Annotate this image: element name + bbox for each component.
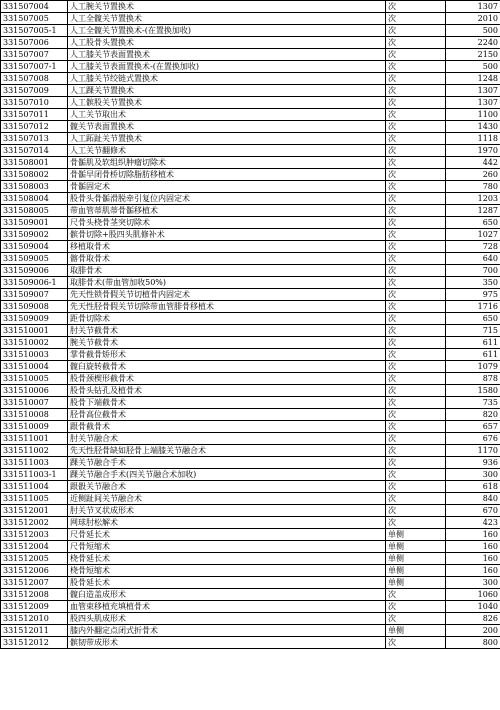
unit-cell: 次 — [386, 277, 446, 289]
item-name-cell: 距骨切除术 — [68, 313, 386, 325]
unit-cell: 次 — [386, 265, 446, 277]
unit-cell: 次 — [386, 217, 446, 229]
table-row — [1, 553, 500, 565]
unit-cell: 次 — [386, 361, 446, 373]
table-row — [1, 577, 500, 589]
table-row — [1, 73, 500, 85]
unit-cell: 次 — [386, 145, 446, 157]
unit-cell: 次 — [386, 205, 446, 217]
item-name-cell: 股骨头骨骺滑脱牵引复位内固定术 — [68, 193, 386, 205]
item-code-cell: 331509002 — [1, 229, 68, 241]
item-name-cell: 人工腕关节置换术 — [68, 1, 386, 13]
item-code-cell: 331507010 — [1, 97, 68, 109]
item-code-cell: 331508001 — [1, 157, 68, 169]
unit-cell: 次 — [386, 325, 446, 337]
price-cell: 1716 — [446, 301, 500, 313]
item-code-cell: 331512010 — [1, 613, 68, 625]
item-name-cell: 骨骺早闭骨桥切除脂肪移植术 — [68, 169, 386, 181]
unit-cell: 次 — [386, 613, 446, 625]
price-cell: 1100 — [446, 109, 500, 121]
item-name-cell: 尺骨延长术 — [68, 529, 386, 541]
unit-cell: 单侧 — [386, 553, 446, 565]
price-cell: 735 — [446, 397, 500, 409]
price-cell: 423 — [446, 517, 500, 529]
table-body — [1, 1, 500, 649]
item-code-cell: 331510008 — [1, 409, 68, 421]
item-name-cell: 股四头肌成形术 — [68, 613, 386, 625]
price-cell: 350 — [446, 277, 500, 289]
item-name-cell: 髂骨取骨术 — [68, 253, 386, 265]
table-row — [1, 169, 500, 181]
unit-cell: 单侧 — [386, 541, 446, 553]
item-name-cell: 带血管蒂肌蒂骨骺移植术 — [68, 205, 386, 217]
table-row — [1, 109, 500, 121]
item-name-cell: 骨骺固定术 — [68, 181, 386, 193]
price-cell: 1430 — [446, 121, 500, 133]
item-code-cell: 331507012 — [1, 121, 68, 133]
item-name-cell: 人工膝关节表面置换术 — [68, 49, 386, 61]
unit-cell: 单侧 — [386, 577, 446, 589]
item-name-cell: 尺骨短缩术 — [68, 541, 386, 553]
item-name-cell: 掌骨截骨矫形术 — [68, 349, 386, 361]
unit-cell: 次 — [386, 445, 446, 457]
table-row — [1, 229, 500, 241]
item-name-cell: 踝关节融合手术(四关节融合术加收) — [68, 469, 386, 481]
table-row — [1, 289, 500, 301]
price-cell: 300 — [446, 469, 500, 481]
item-code-cell: 331512008 — [1, 589, 68, 601]
table-row — [1, 517, 500, 529]
table-row — [1, 565, 500, 577]
item-name-cell: 先天性胫骨缺如胫骨上端膝关节融合术 — [68, 445, 386, 457]
table-row — [1, 157, 500, 169]
unit-cell: 次 — [386, 25, 446, 37]
unit-cell: 次 — [386, 181, 446, 193]
unit-cell: 次 — [386, 517, 446, 529]
unit-cell: 单侧 — [386, 565, 446, 577]
unit-cell: 次 — [386, 433, 446, 445]
item-code-cell: 331512001 — [1, 505, 68, 517]
item-code-cell: 331511001 — [1, 433, 68, 445]
item-name-cell: 桡骨短缩术 — [68, 565, 386, 577]
item-name-cell: 腕关节截骨术 — [68, 337, 386, 349]
item-name-cell: 髋臼造盖成形术 — [68, 589, 386, 601]
price-cell: 618 — [446, 481, 500, 493]
item-code-cell: 331510007 — [1, 397, 68, 409]
price-cell: 160 — [446, 541, 500, 553]
item-code-cell: 331510004 — [1, 361, 68, 373]
item-name-cell: 先天性胫骨假关节切除带血管腓骨移植术 — [68, 301, 386, 313]
price-cell: 500 — [446, 61, 500, 73]
unit-cell: 次 — [386, 373, 446, 385]
price-cell: 1970 — [446, 145, 500, 157]
item-code-cell: 331512011 — [1, 625, 68, 637]
item-name-cell: 先天性锁骨假关节切植骨内固定术 — [68, 289, 386, 301]
item-code-cell: 331510002 — [1, 337, 68, 349]
price-cell: 728 — [446, 241, 500, 253]
unit-cell: 次 — [386, 133, 446, 145]
table-row — [1, 481, 500, 493]
table-row — [1, 145, 500, 157]
item-name-cell: 髋关节表面置换术 — [68, 121, 386, 133]
price-cell: 1027 — [446, 229, 500, 241]
price-cell: 936 — [446, 457, 500, 469]
item-code-cell: 331511004 — [1, 481, 68, 493]
item-code-cell: 331507008 — [1, 73, 68, 85]
table-row — [1, 625, 500, 637]
item-code-cell: 331509007 — [1, 289, 68, 301]
unit-cell: 单侧 — [386, 529, 446, 541]
unit-cell: 次 — [386, 97, 446, 109]
table-row — [1, 301, 500, 313]
table-row — [1, 253, 500, 265]
item-name-cell: 人工关节取出术 — [68, 109, 386, 121]
item-code-cell: 331507006 — [1, 37, 68, 49]
item-name-cell: 人工踝关节置换术 — [68, 85, 386, 97]
item-name-cell: 肘关节截骨术 — [68, 325, 386, 337]
item-name-cell: 胫骨高位截骨术 — [68, 409, 386, 421]
price-cell: 878 — [446, 373, 500, 385]
unit-cell: 次 — [386, 397, 446, 409]
item-code-cell: 331507009 — [1, 85, 68, 97]
item-code-cell: 331511003 — [1, 457, 68, 469]
table-row — [1, 277, 500, 289]
item-name-cell: 人工膝关节表面置换术-(在置换加收) — [68, 61, 386, 73]
price-cell: 160 — [446, 565, 500, 577]
table-row — [1, 325, 500, 337]
item-name-cell: 膝内外翻定点闭式折骨术 — [68, 625, 386, 637]
item-code-cell: 331511005 — [1, 493, 68, 505]
item-code-cell: 331507011 — [1, 109, 68, 121]
item-name-cell: 髌韧带成形术 — [68, 637, 386, 649]
price-cell: 2240 — [446, 37, 500, 49]
item-name-cell: 肘关节叉状成形术 — [68, 505, 386, 517]
item-name-cell: 踝关节融合手术 — [68, 457, 386, 469]
price-cell: 1248 — [446, 73, 500, 85]
item-code-cell: 331507005-1 — [1, 25, 68, 37]
item-code-cell: 331510006 — [1, 385, 68, 397]
unit-cell: 次 — [386, 73, 446, 85]
table-row — [1, 313, 500, 325]
item-code-cell: 331512012 — [1, 637, 68, 649]
item-code-cell: 331507004 — [1, 1, 68, 13]
price-cell: 1307 — [446, 1, 500, 13]
price-cell: 676 — [446, 433, 500, 445]
unit-cell: 次 — [386, 301, 446, 313]
unit-cell: 次 — [386, 109, 446, 121]
unit-cell: 次 — [386, 37, 446, 49]
table-row — [1, 37, 500, 49]
unit-cell: 次 — [386, 409, 446, 421]
table-row — [1, 97, 500, 109]
item-name-cell: 近侧趾间关节融合术 — [68, 493, 386, 505]
item-code-cell: 331510005 — [1, 373, 68, 385]
item-name-cell: 骨骺肌及软组织肿瘤切除术 — [68, 157, 386, 169]
item-code-cell: 331512003 — [1, 529, 68, 541]
table-row — [1, 589, 500, 601]
item-code-cell: 331509008 — [1, 301, 68, 313]
table-row — [1, 61, 500, 73]
price-cell: 1170 — [446, 445, 500, 457]
unit-cell: 次 — [386, 169, 446, 181]
table-row — [1, 265, 500, 277]
price-cell: 1203 — [446, 193, 500, 205]
item-code-cell: 331512007 — [1, 577, 68, 589]
unit-cell: 次 — [386, 121, 446, 133]
price-cell: 715 — [446, 325, 500, 337]
price-cell: 840 — [446, 493, 500, 505]
unit-cell: 次 — [386, 505, 446, 517]
price-cell: 1580 — [446, 385, 500, 397]
unit-cell: 次 — [386, 469, 446, 481]
table-row — [1, 385, 500, 397]
unit-cell: 次 — [386, 493, 446, 505]
table-row — [1, 505, 500, 517]
price-cell: 160 — [446, 529, 500, 541]
unit-cell: 次 — [386, 1, 446, 13]
table-row — [1, 373, 500, 385]
unit-cell: 次 — [386, 349, 446, 361]
unit-cell: 次 — [386, 241, 446, 253]
unit-cell: 次 — [386, 385, 446, 397]
table-row — [1, 241, 500, 253]
price-cell: 650 — [446, 217, 500, 229]
item-code-cell: 331507007-1 — [1, 61, 68, 73]
table-row — [1, 421, 500, 433]
unit-cell: 次 — [386, 193, 446, 205]
table-row — [1, 445, 500, 457]
price-cell: 1307 — [446, 97, 500, 109]
price-cell: 1118 — [446, 133, 500, 145]
item-code-cell: 331507014 — [1, 145, 68, 157]
price-cell: 300 — [446, 577, 500, 589]
table-row — [1, 637, 500, 649]
unit-cell: 次 — [386, 421, 446, 433]
item-code-cell: 331509004 — [1, 241, 68, 253]
table-row — [1, 613, 500, 625]
item-code-cell: 331508004 — [1, 193, 68, 205]
price-cell: 650 — [446, 313, 500, 325]
price-cell: 611 — [446, 337, 500, 349]
table-row — [1, 181, 500, 193]
item-name-cell: 人工关节翻修术 — [68, 145, 386, 157]
item-code-cell: 331511003-1 — [1, 469, 68, 481]
unit-cell: 次 — [386, 457, 446, 469]
item-name-cell: 股骨颈楔形截骨术 — [68, 373, 386, 385]
unit-cell: 次 — [386, 589, 446, 601]
table-row — [1, 205, 500, 217]
table-row — [1, 529, 500, 541]
item-code-cell: 331510009 — [1, 421, 68, 433]
price-cell: 2010 — [446, 13, 500, 25]
item-name-cell: 人工跖趾关节置换术 — [68, 133, 386, 145]
table-row — [1, 337, 500, 349]
unit-cell: 次 — [386, 481, 446, 493]
price-cell: 800 — [446, 637, 500, 649]
item-code-cell: 331509001 — [1, 217, 68, 229]
table-row — [1, 493, 500, 505]
item-name-cell: 血管束移植充填植骨术 — [68, 601, 386, 613]
price-cell: 640 — [446, 253, 500, 265]
table-row — [1, 349, 500, 361]
price-cell: 1040 — [446, 601, 500, 613]
item-name-cell: 股骨下端截骨术 — [68, 397, 386, 409]
item-code-cell: 331508005 — [1, 205, 68, 217]
price-cell: 500 — [446, 25, 500, 37]
price-cell: 2150 — [446, 49, 500, 61]
unit-cell: 次 — [386, 313, 446, 325]
price-cell: 820 — [446, 409, 500, 421]
table-row — [1, 433, 500, 445]
item-code-cell: 331509006 — [1, 265, 68, 277]
item-code-cell: 331510001 — [1, 325, 68, 337]
price-cell: 657 — [446, 421, 500, 433]
unit-cell: 次 — [386, 13, 446, 25]
table-row — [1, 409, 500, 421]
table-row — [1, 217, 500, 229]
item-code-cell: 331507013 — [1, 133, 68, 145]
unit-cell: 次 — [386, 253, 446, 265]
item-code-cell: 331507005 — [1, 13, 68, 25]
unit-cell: 单侧 — [386, 625, 446, 637]
table-row — [1, 601, 500, 613]
price-cell: 611 — [446, 349, 500, 361]
item-name-cell: 股骨延长术 — [68, 577, 386, 589]
price-cell: 1287 — [446, 205, 500, 217]
item-name-cell: 肘关节融合术 — [68, 433, 386, 445]
unit-cell: 次 — [386, 601, 446, 613]
unit-cell: 次 — [386, 49, 446, 61]
table-row — [1, 193, 500, 205]
item-name-cell: 跟骨截骨术 — [68, 421, 386, 433]
item-name-cell: 跟骰关节融合术 — [68, 481, 386, 493]
item-code-cell: 331512005 — [1, 553, 68, 565]
price-cell: 1307 — [446, 85, 500, 97]
item-code-cell: 331508003 — [1, 181, 68, 193]
price-cell: 780 — [446, 181, 500, 193]
price-cell: 670 — [446, 505, 500, 517]
unit-cell: 次 — [386, 637, 446, 649]
unit-cell: 次 — [386, 229, 446, 241]
price-cell: 975 — [446, 289, 500, 301]
item-name-cell: 移植取骨术 — [68, 241, 386, 253]
table-row — [1, 25, 500, 37]
item-code-cell: 331509006-1 — [1, 277, 68, 289]
table-row — [1, 133, 500, 145]
unit-cell: 次 — [386, 157, 446, 169]
item-name-cell: 取腓骨术 — [68, 265, 386, 277]
table-row — [1, 541, 500, 553]
table-row — [1, 121, 500, 133]
item-name-cell: 股骨头钻孔及植骨术 — [68, 385, 386, 397]
item-name-cell: 人工股骨头置换术 — [68, 37, 386, 49]
item-code-cell: 331510003 — [1, 349, 68, 361]
unit-cell: 次 — [386, 85, 446, 97]
price-cell: 442 — [446, 157, 500, 169]
table-row — [1, 85, 500, 97]
item-code-cell: 331512004 — [1, 541, 68, 553]
item-name-cell: 人工髌股关节置换术 — [68, 97, 386, 109]
item-code-cell: 331507007 — [1, 49, 68, 61]
price-cell: 160 — [446, 553, 500, 565]
item-name-cell: 网球肘松解术 — [68, 517, 386, 529]
item-name-cell: 髋臼旋转截骨术 — [68, 361, 386, 373]
item-name-cell: 人工全髋关节置换术-(在置换加收) — [68, 25, 386, 37]
table-row — [1, 49, 500, 61]
table-row — [1, 457, 500, 469]
table-row — [1, 13, 500, 25]
item-name-cell: 桡骨延长术 — [68, 553, 386, 565]
table-row — [1, 361, 500, 373]
price-cell: 1060 — [446, 589, 500, 601]
unit-cell: 次 — [386, 61, 446, 73]
price-cell: 200 — [446, 625, 500, 637]
price-cell: 700 — [446, 265, 500, 277]
price-cell: 260 — [446, 169, 500, 181]
item-code-cell: 331512002 — [1, 517, 68, 529]
item-name-cell: 取腓骨术(带血管加收50%) — [68, 277, 386, 289]
price-cell: 826 — [446, 613, 500, 625]
table-row — [1, 469, 500, 481]
item-code-cell: 331509005 — [1, 253, 68, 265]
item-name-cell: 人工全髋关节置换术 — [68, 13, 386, 25]
item-code-cell: 331511002 — [1, 445, 68, 457]
item-code-cell: 331512006 — [1, 565, 68, 577]
item-code-cell: 331508002 — [1, 169, 68, 181]
item-name-cell: 人工膝关节绞链式置换术 — [68, 73, 386, 85]
table-row — [1, 397, 500, 409]
unit-cell: 次 — [386, 337, 446, 349]
item-name-cell: 尺骨头桡骨茎突切除术 — [68, 217, 386, 229]
item-code-cell: 331512009 — [1, 601, 68, 613]
unit-cell: 次 — [386, 289, 446, 301]
table-row — [1, 1, 500, 13]
item-name-cell: 髌骨切除+股四头肌修补术 — [68, 229, 386, 241]
price-cell: 1079 — [446, 361, 500, 373]
item-code-cell: 331509009 — [1, 313, 68, 325]
